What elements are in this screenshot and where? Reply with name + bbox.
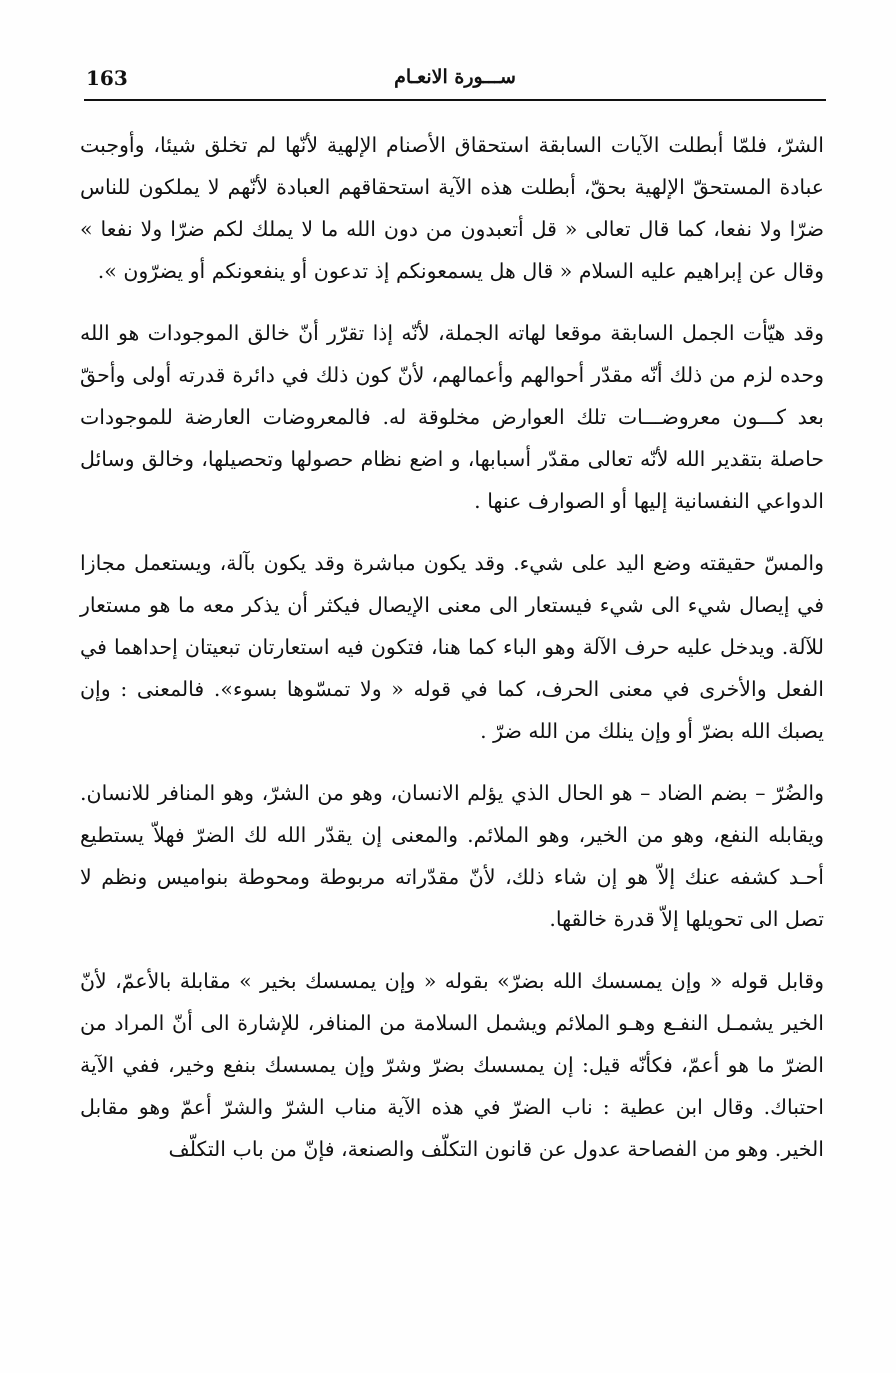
page-header: [84, 64, 826, 100]
paragraph: والضُرّ – بضم الضاد – هو الحال الذي يؤلم الانسان، وهو من الشرّ، وهو المنافر للانسان. ويقابله النفع، وهو من الخير، وهو الملائم. والمعنى إن يقدّر الله لك الضرّ فهلاّ يستطيع أحـد كشفه عنك إلاّ هو إن شاء ذلك، لأنّ مقدّراته مربوطة ومحوطة بنواميس ونظم لا تصل الى تحويلها إلاّ قدرة خالقها.: [80, 781, 824, 931]
header-divider: [84, 99, 826, 101]
paragraph: وقد هيّأت الجمل السابقة موقعا لهاته الجملة، لأنّه إذا تقرّر أنّ خالق الموجودات هو الله وحده لزم من ذلك أنّه مقدّر أحوالهم وأعمالهم، لأنّ كون ذلك في دائرة قدرته أولى وأحقّ بعد كـــون معروضـــات تلك العوارض مخلوقة له. فالمعروضات العارضة للموجودات حاصلة بتقدير الله لأنّه تعالى مقدّر أسبابها، و اضع نظام حصولها وتحصيلها، وخالق وسائل الدواعي النفسانية إليها أو الصوارف عنها .: [80, 321, 824, 513]
paragraph: وقابل قوله « وإن يمسسك الله بضرّ» بقوله « وإن يمسسك بخير » مقابلة بالأعمّ، لأنّ الخير يشمـل النفـع وهـو الملائم ويشمل السلامة من المنافر، للإشارة الى أنّ المراد من الضرّ ما هو أعمّ، فكأنّه قيل: إن يمسسك بضرّ وشرّ وإن يمسسك بنفع وخير، ففي الآية احتباك. وقال ابن عطية : ناب الضرّ في هذه الآية مناب الشرّ والشرّ أعمّ وهو مقابل الخير. وهو من الفصاحة عدول عن قانون التكلّف والصنعة، فإنّ من باب التكلّف: [80, 969, 824, 1161]
paragraph: والمسّ حقيقته وضع اليد على شيء. وقد يكون مباشرة وقد يكون بآلة، ويستعمل مجازا في إيصال شيء الى شيء فيستعار الى معنى الإيصال فيكثر أن يذكر معه ما هو مستعار للآلة. ويدخل عليه حرف الآلة وهو الباء كما هنا، فتكون فيه استعارتان تبعيتان إحداهما في الفعل والأخرى في معنى الحرف، كما في قوله « ولا تمسّوها بسوء». فالمعنى : وإن يصبك الله بضرّ أو وإن ينلك من الله ضرّ .: [80, 551, 824, 743]
running-title: ســـورة الانعـام: [394, 66, 516, 88]
paragraph: الشرّ، فلمّا أبطلت الآيات السابقة استحقاق الأصنام الإلهية لأنّها لم تخلق شيئا، وأوجبت عبادة المستحقّ الإلهية بحقّ، أبطلت هذه الآية استحقاقهم العبادة لأنّهم لا يملكون للناس ضرّا ولا نفعا، كما قال تعالى « قل أتعبدون من دون الله ما لا يملك لكم ضرّا ولا نفعا » وقال عن إبراهيم عليه السلام « قال هل يسمعونكم إذ تدعون أو ينفعونكم أو يضرّون ».: [80, 133, 824, 283]
page-number: 163: [86, 66, 128, 90]
body-text: [80, 124, 824, 1190]
